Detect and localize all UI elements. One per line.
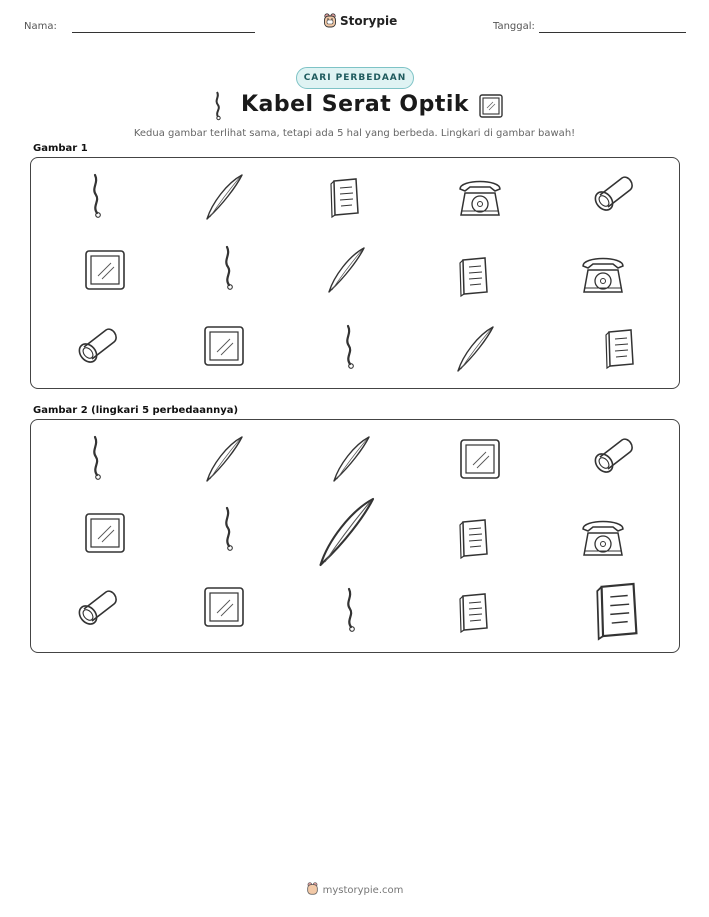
fiber-strand-icon [94,437,100,479]
telephone-icon [583,259,623,293]
square-frame-icon [205,327,243,365]
tube-icon [592,177,632,213]
document-icon [606,330,633,368]
fiber-cable-icon [321,499,374,565]
document-icon [460,520,487,558]
footer-mascot-icon [306,882,319,896]
telephone-icon [583,522,623,556]
section-1-label: Gambar 1 [33,143,88,154]
brand-name: Storypie [340,14,398,28]
square-frame-icon [461,440,499,478]
telephone-icon [460,182,500,216]
fiber-strand-icon [347,326,353,368]
square-frame-icon [205,588,243,626]
name-label: Nama: [24,21,57,32]
fiber-strand-icon [226,247,232,289]
fiber-strand-icon [348,589,354,631]
fiber-cable-icon [329,248,364,292]
footer [0,882,709,896]
fiber-strand-icon [94,175,100,217]
fiber-strand-icon [226,508,232,550]
square-frame-icon [86,251,124,289]
document-icon [331,179,358,217]
fiber-cable-icon [207,437,242,481]
tube-icon [76,591,116,627]
document-icon [597,584,636,639]
square-frame-icon [86,514,124,552]
date-label: Tanggal: [493,21,535,32]
page-title: Kabel Serat Optik [240,92,470,117]
instructions: Kedua gambar terlihat sama, tetapi ada 5 hal yang berbeda. Lingkari di gambar bawah! [133,128,576,139]
fiber-cable-icon [207,175,242,219]
footer-url: mystorypie.com [322,885,404,896]
fiber-cable-icon [458,327,493,371]
tube-icon [76,329,116,365]
tube-icon [592,439,632,475]
document-icon [460,258,487,296]
section-2-label: Gambar 2 (lingkari 5 perbedaannya) [33,405,239,416]
fiber-cable-icon [334,437,369,481]
activity-type-badge: CARI PERBEDAAN [296,67,414,89]
document-icon [460,594,487,632]
